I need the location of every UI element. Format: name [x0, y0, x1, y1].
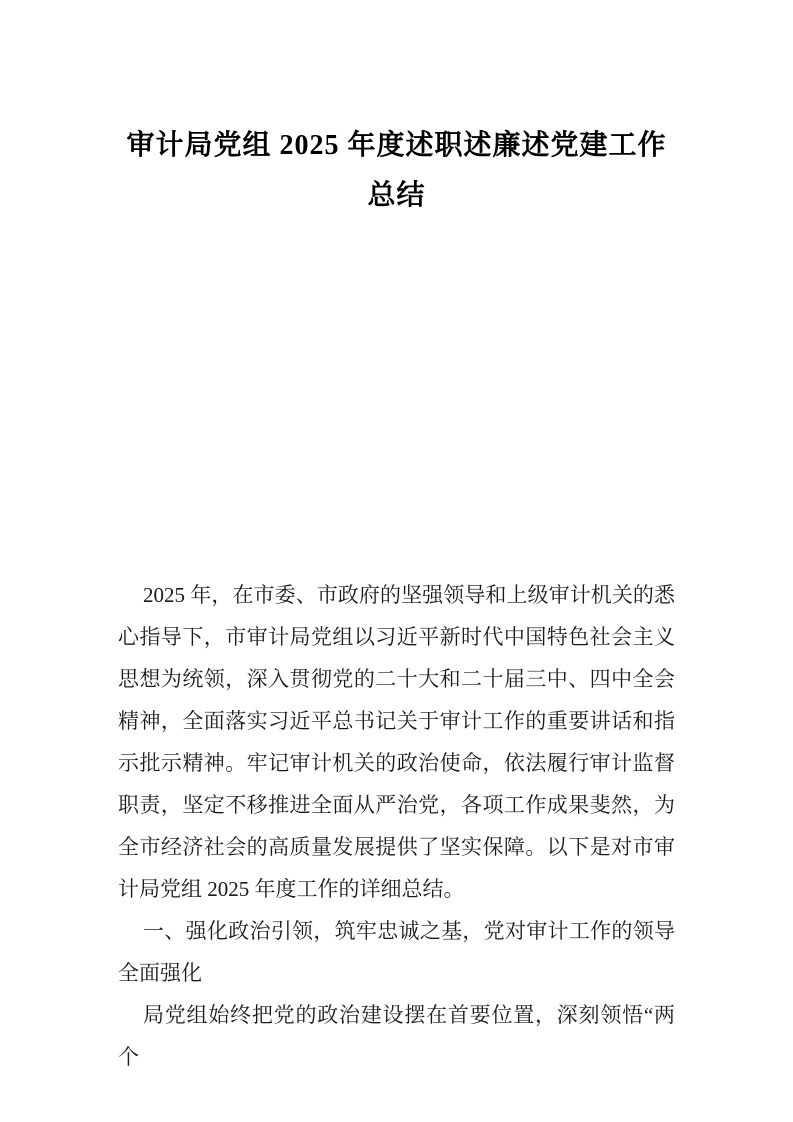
body-line: 2025 年，在市委、市政府的坚强领导和上级审计机关的悉: [143, 583, 675, 607]
body-line: 职责，坚定不移推进全面从严治党，各项工作成果斐然，为: [118, 793, 675, 817]
title-line: 审计局党组 2025 年度述职述廉述党建工作: [126, 130, 667, 161]
body-line: 计局党组 2025 年度工作的详细总结。: [118, 877, 465, 901]
body-line: 全市经济社会的高质量发展提供了坚实保障。以下是对市审: [118, 835, 675, 859]
document-body: [118, 574, 675, 1069]
document-title: [0, 121, 793, 221]
title-line: 总结: [367, 180, 426, 211]
section-heading-line: 一、强化政治引领，筑牢忠诚之基，党对审计工作的领导: [143, 919, 675, 943]
body-line: 心指导下，市审计局党组以习近平新时代中国特色社会主义: [118, 625, 675, 649]
body-line: 局党组始终把党的政治建设摆在首要位置，深刻领悟“两个: [118, 1003, 675, 1069]
body-line: 精神，全面落实习近平总书记关于审计工作的重要讲话和指: [118, 709, 675, 733]
section-heading-line: 全面强化: [118, 961, 202, 985]
body-line: 示批示精神。牢记审计机关的政治使命，依法履行审计监督: [118, 751, 675, 775]
body-line: 思想为统领，深入贯彻党的二十大和二十届三中、四中全会: [118, 667, 675, 691]
